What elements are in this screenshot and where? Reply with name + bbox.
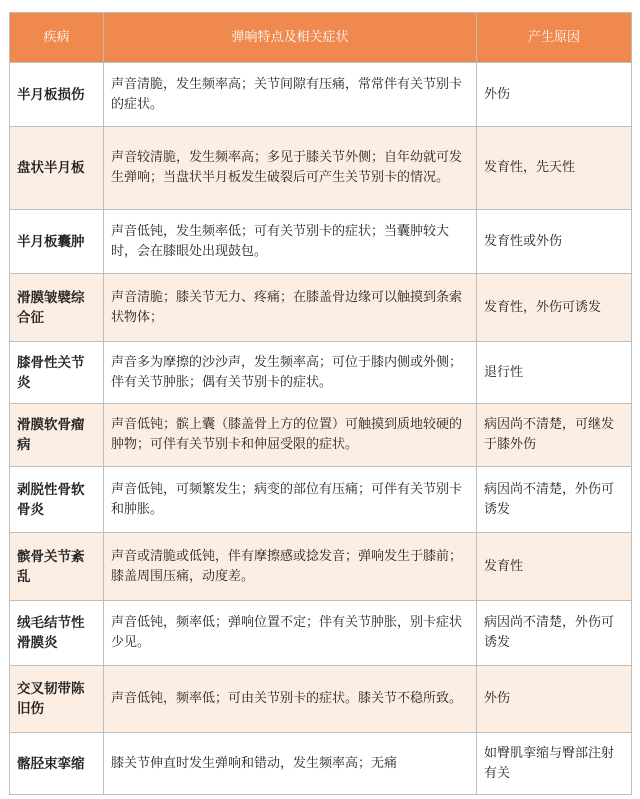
disease-cell: 髌骨关节紊乱 (10, 533, 104, 601)
cause-cell: 外伤 (477, 666, 632, 733)
disease-cell: 滑膜皱襞综合征 (10, 274, 104, 342)
cause-cell: 发育性，先天性 (477, 127, 632, 210)
disease-cell: 盘状半月板 (10, 127, 104, 210)
table-row (10, 601, 632, 666)
cause-cell: 病因尚不清楚，外伤可诱发 (477, 467, 632, 533)
cause-cell: 发育性，外伤可诱发 (477, 274, 632, 342)
disease-cell: 髂胫束挛缩 (10, 733, 104, 795)
symptom-table (9, 12, 632, 795)
cause-cell: 如臀肌挛缩与臀部注射有关 (477, 733, 632, 795)
cause-cell: 退行性 (477, 342, 632, 404)
table-row (10, 127, 632, 210)
table-row (10, 733, 632, 795)
disease-cell: 膝骨性关节炎 (10, 342, 104, 404)
table-row (10, 274, 632, 342)
cause-cell: 病因尚不清楚，可继发于膝外伤 (477, 404, 632, 467)
symptom-cell: 声音清脆；膝关节无力、疼痛；在膝盖骨边缘可以触摸到条索状物体； (104, 274, 477, 342)
cause-cell: 发育性或外伤 (477, 210, 632, 274)
table-row (10, 342, 632, 404)
symptom-cell: 声音低钝，可频繁发生；病变的部位有压痛；可伴有关节别卡和肿胀。 (104, 467, 477, 533)
header-row (10, 13, 632, 63)
header-cause: 产生原因 (477, 13, 632, 63)
cause-cell: 发育性 (477, 533, 632, 601)
symptom-cell: 声音低钝，发生频率低；可有关节别卡的症状；当囊肿较大时，会在膝眼处出现鼓包。 (104, 210, 477, 274)
table-row (10, 467, 632, 533)
symptom-cell: 声音低钝，频率低；可由关节别卡的症状。膝关节不稳所致。 (104, 666, 477, 733)
header-symptom: 弹响特点及相关症状 (104, 13, 477, 63)
symptom-cell: 声音或清脆或低钝，伴有摩擦感或捻发音；弹响发生于膝前；膝盖周围压痛，动度差。 (104, 533, 477, 601)
symptom-cell: 声音低钝，频率低；弹响位置不定；伴有关节肿胀，别卡症状少见。 (104, 601, 477, 666)
cause-cell: 病因尚不清楚，外伤可诱发 (477, 601, 632, 666)
symptom-cell: 声音较清脆，发生频率高；多见于膝关节外侧；自年幼就可发生弹响；当盘状半月板发生破裂后可产生关节别卡的情况。 (104, 127, 477, 210)
header-disease: 疾病 (10, 13, 104, 63)
symptom-cell: 膝关节伸直时发生弹响和错动，发生频率高；无痛 (104, 733, 477, 795)
table-row (10, 666, 632, 733)
table-row (10, 63, 632, 127)
symptom-cell: 声音低钝；髌上囊（膝盖骨上方的位置）可触摸到质地较硬的肿物；可伴有关节别卡和伸屈受限的症状。 (104, 404, 477, 467)
disease-cell: 滑膜软骨瘤病 (10, 404, 104, 467)
disease-cell: 交叉韧带陈旧伤 (10, 666, 104, 733)
disease-cell: 绒毛结节性滑膜炎 (10, 601, 104, 666)
symptom-cell: 声音清脆，发生频率高；关节间隙有压痛，常常伴有关节别卡的症状。 (104, 63, 477, 127)
disease-cell: 半月板损伤 (10, 63, 104, 127)
cause-cell: 外伤 (477, 63, 632, 127)
disease-cell: 剥脱性骨软骨炎 (10, 467, 104, 533)
symptom-cell: 声音多为摩擦的沙沙声，发生频率高；可位于膝内侧或外侧；伴有关节肿胀；偶有关节别卡的症状。 (104, 342, 477, 404)
table-row (10, 533, 632, 601)
table-row (10, 404, 632, 467)
table-row (10, 210, 632, 274)
disease-cell: 半月板囊肿 (10, 210, 104, 274)
